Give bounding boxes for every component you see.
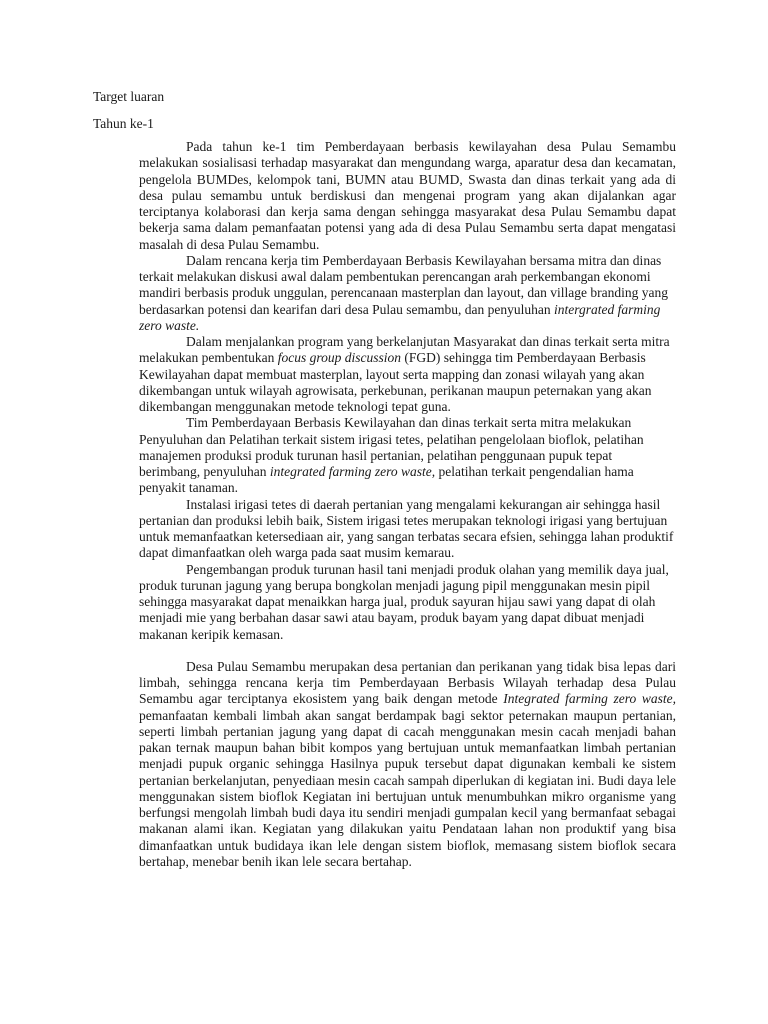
paragraph-text: Desa Pulau Semambu merupakan desa pertanian dan perikanan yang tidak bisa lepas dari limbah, sehingga rencana kerja tim Pemberdayaan Berbasis Wilayah terhadap desa Pulau Semambu agar terciptanya ekosistem yang baik dengan metode <box>139 658 676 707</box>
paragraph-2 <box>139 253 676 334</box>
paragraph-text: Pada tahun ke-1 tim Pemberdayaan berbasis kewilayahan desa Pulau Semambu melakukan sosialisasi terhadap masyarakat dan mengundang warga, aparatur desa dan kecamatan, pengelola BUMDes, kelompok tani, BUMN atau BUMD, Swasta dan dinas terkait yang ada di desa pulau semambu untuk berdiskusi dan mengenai program yang akan dijalankan agar terciptanya kolaborasi dan kerja sama dengan sehingga masyarakat desa Pulau Semambu dapat bekerja sama dalam pemanfaatan potensi yang ada di desa Pulau Semambu serta dapat mengatasi masalah di desa Pulau Semambu. <box>139 139 676 252</box>
paragraph-text: (FGD) sehingga tim Pemberdayaan Berbasis Kewilayahan dapat membuat masterplan, layout serta mapping dan zonasi wilayah yang akan dikembangan untuk wilayah agrowisata, perkebunan, perikanan maupun peternakan yang akan dikembangan menggunakan metode teknologi tepat guna. <box>139 350 652 414</box>
paragraph-1 <box>139 139 676 253</box>
paragraph-7 <box>139 659 676 870</box>
paragraph-5 <box>139 497 676 562</box>
paragraph-text: Dalam rencana kerja tim Pemberdayaan Berbasis Kewilayahan bersama mitra dan dinas terkait melakukan diskusi awal dalam pembentukan perencangan arah perkembangan ekonomi mandiri berbasis produk unggulan, perencanaan masterplan dan layout, dan village branding yang berdasarkan potensi dan kearifan dari desa Pulau semambu, dan penyuluhan <box>139 252 668 317</box>
heading-tahun-ke-1: Tahun ke-1 <box>93 116 154 131</box>
paragraph-4 <box>139 415 676 496</box>
paragraph-text: Pengembangan produk turunan hasil tani menjadi produk olahan yang memilik daya jual, produk turunan jagung yang berupa bongkolan menjadi jagung pipil menggunakan mesin pipil sehingga masyarakat dapat menaikkan harga jual, produk sayuran hijau sawi yang dapat di olah menjadi mie yang berbahan dasar sawi atau bayam, produk bayam yang dapat dibuat menjadi makanan keripik kemasan. <box>139 561 669 642</box>
paragraph-text: Tim Pemberdayaan Berbasis Kewilayahan dan dinas terkait serta mitra melakukan Penyuluhan dan Pelatihan terkait sistem irigasi tetes, pelatihan pengelolaan bioflok, pelatihan manajemen produksi produk turunan hasil pertanian, pelatihan penggunaan pupuk tepat berimbang, penyuluhan <box>139 415 644 479</box>
paragraph-text: pemanfaatan kembali limbah akan sangat berdampak bagi sektor peternakan maupun pertanian, seperti limbah pertanian jagung yang dapat di cacah menggunakan mesin cacah menjadi bahan pakan ternak maupun bahan bibit kompos yang bertujuan untuk memanfaatkan limbah pertanian menjadi pupuk organic sehingga Hasilnya pupuk tersebut dapat digunakan kembali ke sistem pertanian berkelanjutan, penyediaan mesin cacah sampah diperlukan di kegiatan ini. Budi daya lele menggunakan sistem bioflok Kegiatan ini bertujuan untuk menumbuhkan mikro organisme yang berfungsi mengolah limbah budi daya itu sendiri menjadi gumpalan kecil yang bermanfaat sebagai makanan alami ikan. Kegiatan yang dilakukan yaitu Pendataan lahan non produktif yang bisa dimanfaatkan untuk budidaya ikan lele dengan sistem bioflok, memasang sistem bioflok secara bertahap, menebar benih ikan lele secara bertahap. <box>139 707 676 869</box>
paragraph-text: Dalam menjalankan program yang berkelanjutan Masyarakat dan dinas terkait serta mitra melakukan pembentukan <box>139 334 670 366</box>
document-body <box>139 139 676 870</box>
paragraph-italic-term: intergrated farming zero waste. <box>139 301 661 333</box>
paragraph-italic-term: integrated farming zero waste, <box>269 464 436 479</box>
paragraph-text: Instalasi irigasi tetes di daerah pertanian yang mengalami kekurangan air sehingga hasil pertanian dan produksi lebih baik, Sistem irigasi tetes merupakan teknologi irigasi yang bertujuan untuk memanfaatkan ketersediaan air, yang sangan terbatas secara efsien, sehingga lahan produktif dapat dimanfaatkan oleh warga pada saat musim kemarau. <box>139 496 674 561</box>
heading-target-luaran: Target luaran <box>93 89 165 104</box>
paragraph-3 <box>139 334 676 415</box>
paragraph-italic-term: Integrated farming zero waste, <box>503 691 676 707</box>
paragraph-6 <box>139 562 676 643</box>
paragraph-text: pelatihan terkait pengendalian hama penyakit tanaman. <box>139 464 634 496</box>
paragraph-italic-term: focus group discussion <box>277 350 401 366</box>
